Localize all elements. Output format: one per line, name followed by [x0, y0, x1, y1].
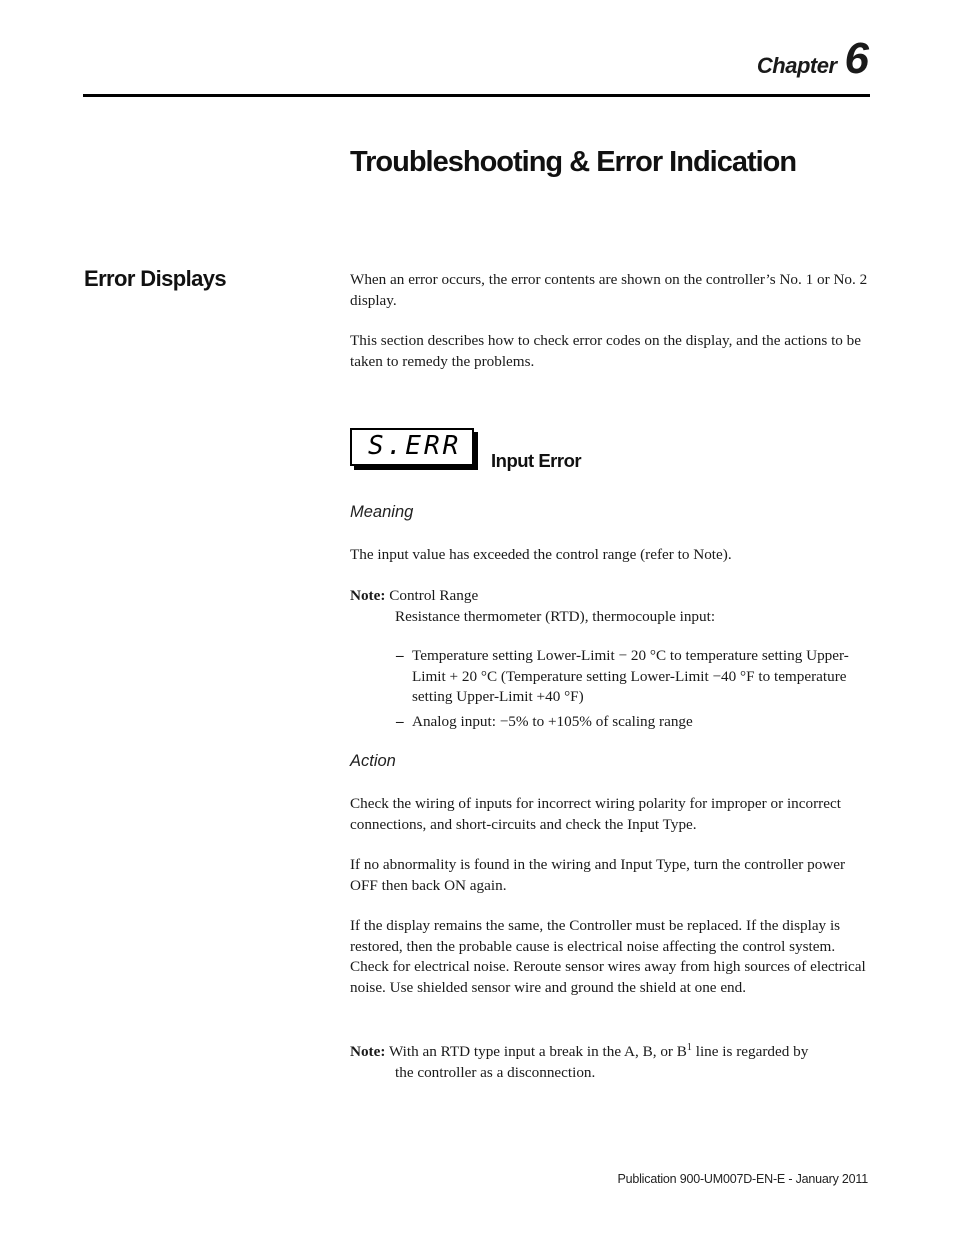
chapter-label: Chapter [756, 53, 837, 78]
section-heading: Error Displays [84, 266, 227, 291]
meaning-heading: Meaning [350, 503, 414, 521]
meaning-text: The input value has exceeded the control range (refer to Note). [350, 546, 732, 563]
note-control-range: Control Range [389, 587, 479, 604]
note-label: Note: [350, 587, 386, 604]
note-line-1 [350, 586, 868, 607]
rtd-note-line-1: Note: With an RTD type input a break in the A, B, or $B^1$ line is regarded by [350, 1041, 809, 1060]
publication-footer: Publication 900-UM007D-EN-E - January 2011 [617, 1172, 868, 1186]
chapter-divider [83, 94, 870, 97]
error-code-display [350, 428, 474, 466]
chapter-heading [756, 34, 868, 83]
intro-paragraph-1: When an error occurs, the error contents are shown on the controller’s No. 1 or No. 2 display. [350, 271, 868, 309]
action-heading: Action [350, 752, 396, 770]
action-paragraph-1: Check the wiring of inputs for incorrect wiring polarity for improper or incorrect connections, and short-circuits and check the Input Type. [350, 795, 841, 833]
control-range-note [350, 586, 868, 627]
rtd-note-line-2: the controller as a disconnection. [395, 1063, 596, 1081]
list-item: – Temperature setting Lower-Limit − 20 °C to temperature setting Upper-Limit + 20 °C (Temperature setting Lower-Limit −40 °F to temperature setting Upper-Limit +40 °F) [396, 647, 849, 705]
note-line-2: Resistance thermometer (RTD), thermocouple input: [395, 607, 716, 625]
control-range-list [396, 646, 868, 736]
list-item: – Analog input: −5% to +105% of scaling range [396, 712, 868, 733]
chapter-number: 6 [844, 34, 868, 83]
rtd-note [350, 1042, 868, 1083]
error-code-text: S.ERR [368, 431, 462, 461]
action-paragraph-3: If the display remains the same, the Controller must be replaced. If the display is restored, then the probable cause is electrical noise affecting the control system. Check for electrical noise. Reroute sensor wires away from high sources of electrical noise. Use shielded sensor wire and ground the shield at one end. [350, 917, 866, 996]
superscript: 1 [686, 1041, 692, 1053]
action-paragraph-2: If no abnormality is found in the wiring and Input Type, turn the controller power OFF then back ON again. [350, 856, 846, 894]
bullet-dash: – [396, 647, 404, 664]
note-label: Note: [350, 1043, 386, 1060]
page-title: Troubleshooting & Error Indication [350, 146, 797, 178]
error-title: Input Error [491, 450, 582, 471]
intro-paragraph-2: This section describes how to check error codes on the display, and the actions to be taken to remedy the problems. [350, 332, 862, 370]
bullet-dash: – [396, 712, 404, 730]
